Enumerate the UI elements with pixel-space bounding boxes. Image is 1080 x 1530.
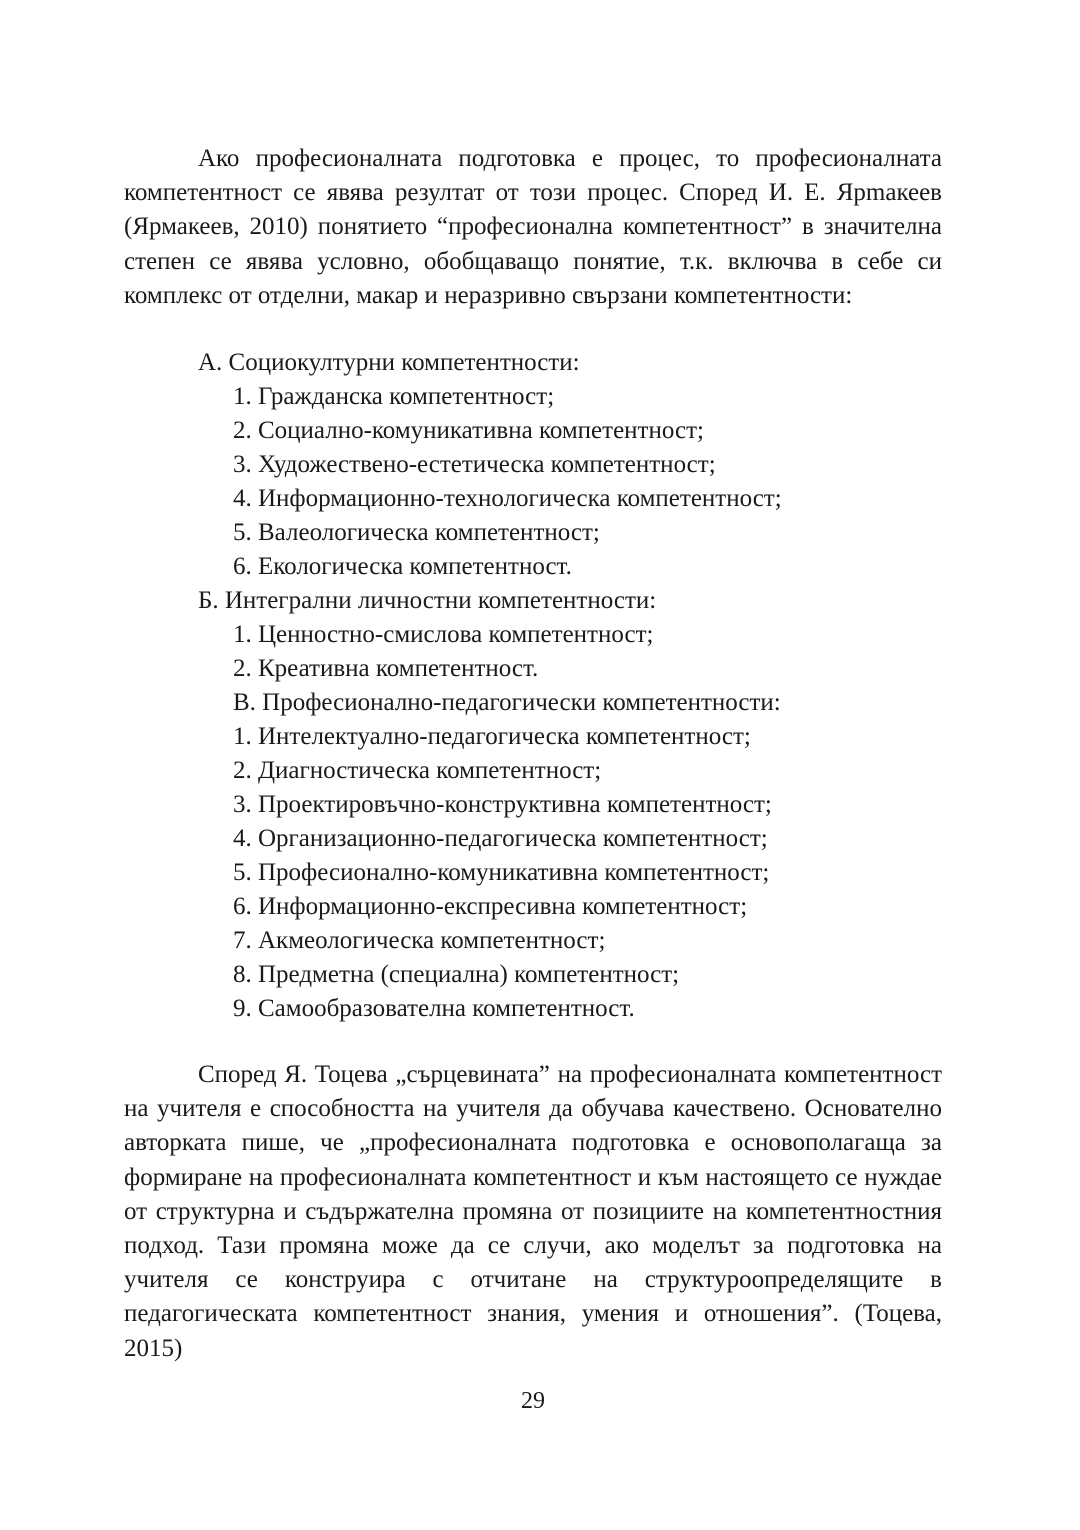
list-item: 9. Самообразователна компетентност. [233,995,635,1022]
list-item: 4. Организационно-педагогическа компетентност; [233,825,768,852]
list-item: 2. Диагностическа компетентност; [233,757,602,784]
list-item: 8. Предметна (специална) компетентност; [233,961,680,988]
list-item: 4. Информационно-технологическа компетентност; [233,485,782,512]
list-item: 2. Социално-комуникативна компетентност; [233,417,704,444]
list-item: 7. Акмеологическа компетентност; [233,927,606,954]
document-page [124,0,942,1530]
paragraph-intro: Ако професионалната подготовка е процес, то професионалната компетентност се явява резултат от този процес. Според И. Е. Ярmакеев (Ярмакеев, 2010) понятието “професионална компетентност” в значителна степен се явява условно, обобщаващо понятие, т.к. включва в себе си комплекс от отделни, макар и неразривно свързани компетентности: [124,145,942,309]
list-item: 3. Художествено-естетическа компетентност; [233,451,716,478]
list-item: 6. Информационно-експресивна компетентност; [233,893,748,920]
paragraph-totseva: Според Я. Тоцева „сърцевината” на професионалната компетентност на учителя е способността на учителя да обучава качествено. Основателно авторката пише, че „професионалната подготовка е основополагаща за формиране на професионалната компетентност и към настоящето се нуждае от структурна и съдържателна промяна от позициите на компетентностния подход. Тази промяна може да се случи, ако моделът за подготовка на учителя се конструира с отчитане на структуроопределящите в педагогическата компетентност знания, умения и отношения”. (Тоцева, 2015) [124,1061,942,1362]
list-item: 5. Валеологическа компетентност; [233,519,600,546]
list-item: 1. Ценностно-смислова компетентност; [233,621,654,648]
group-c-heading: В. Професионално-педагогически компетентности: [233,689,781,716]
list-item: 5. Професионално-комуникативна компетентност; [233,859,770,886]
list-item: 6. Екологическа компетентност. [233,553,572,580]
list-item: 3. Проектировъчно-конструктивна компетентност; [233,791,772,818]
list-item: 2. Креативна компетентност. [233,655,539,682]
list-item: 1. Гражданска компетентност; [233,383,555,410]
group-a-heading: А. Социокултурни компетентности: [198,349,580,376]
list-item: 1. Интелектуално-педагогическа компетентност; [233,723,751,750]
page-number: 29 [521,1388,545,1414]
group-b-heading: Б. Интегрални личностни компетентности: [198,587,657,614]
